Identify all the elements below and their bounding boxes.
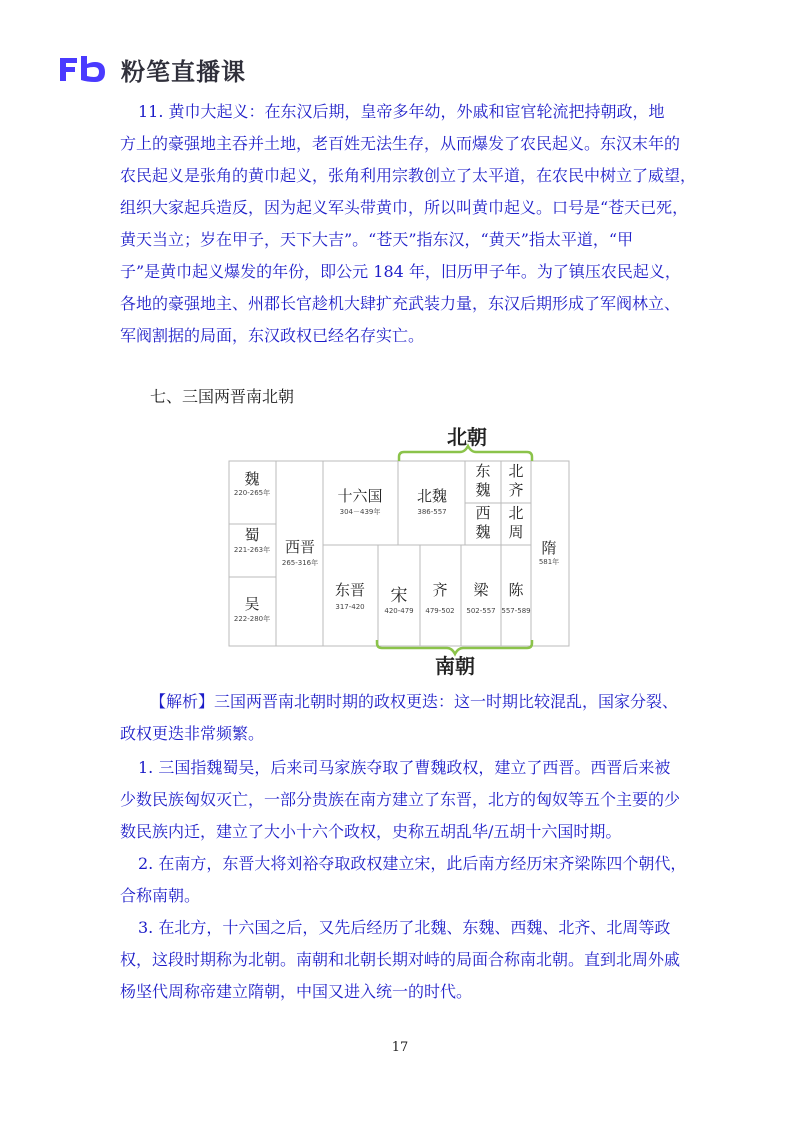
analysis-p3-line: 权，这段时期称为北朝。南朝和北朝长期对峙的局面合称南北朝。直到北周外戚 <box>120 950 681 969</box>
analysis-p3-line: 杨坚代周称帝建立隋朝，中国又进入统一的时代。 <box>120 982 473 1001</box>
analysis-text: 三国两晋南北朝时期的政权更迭：这一时期比较混乱，国家分裂、 <box>214 692 679 711</box>
cell-shu-name: 蜀 <box>244 526 260 544</box>
text-line: 黄天当立；岁在甲子，天下大吉”。“苍天”指东汉，“黄天”指太平道，“甲 <box>120 230 634 249</box>
cell-wei-years: 220-265年 <box>233 489 271 497</box>
cell-wu-name: 吴 <box>244 595 260 613</box>
cell-chen-years: 557-589 <box>501 607 531 615</box>
cell-chen-name: 陈 <box>508 581 524 599</box>
cell-north-wei-name: 北魏 <box>416 487 448 505</box>
cell-north-zhou-line1: 北 <box>508 504 524 522</box>
cell-wei-name: 魏 <box>244 470 260 488</box>
cell-shu-years: 221-263年 <box>233 546 271 554</box>
section-heading: 七、三国两晋南北朝 <box>150 387 295 406</box>
bottom-brace <box>377 640 532 654</box>
text-line: 各地的豪强地主、州郡长官趁机大肆扩充武装力量，东汉后期形成了军阀林立、 <box>120 294 681 313</box>
cell-west-wei-line2: 魏 <box>475 523 491 541</box>
analysis-p2-line: 合称南朝。 <box>120 886 201 905</box>
cell-liang-name: 梁 <box>473 581 489 599</box>
text-line: 方上的豪强地主吞并土地，老百姓无法生存，从而爆发了农民起义。东汉末年的 <box>120 134 681 153</box>
cell-qi-name: 齐 <box>432 581 448 599</box>
text-line: 11. 黄巾大起义：在东汉后期，皇帝多年幼，外戚和宦官轮流把持朝政，地 <box>138 102 665 121</box>
chart-grid <box>229 461 569 646</box>
cell-north-wei-years: 386-557 <box>417 508 447 516</box>
analysis-line <box>150 686 702 718</box>
chart-border <box>229 461 569 646</box>
cell-wu-years: 222-280年 <box>233 615 271 623</box>
cell-west-jin-years: 265-316年 <box>281 559 319 567</box>
brand-name: 粉笔直播课 <box>121 57 246 86</box>
cell-liang-years: 502-557 <box>466 607 496 615</box>
cell-sixteen-kingdoms-years: 304－439年 <box>339 508 381 516</box>
cell-north-zhou-line2: 周 <box>508 523 524 541</box>
text-line: 军阀割据的局面，东汉政权已经名存实亡。 <box>120 326 425 345</box>
top-brace <box>399 446 532 461</box>
brand-logo <box>57 52 246 86</box>
analysis-line: 政权更迭非常频繁。 <box>120 724 265 743</box>
cell-east-jin-years: 317-420 <box>335 603 365 611</box>
cell-east-wei-line1: 东 <box>475 462 491 480</box>
analysis-p1-line: 数民族内迁，建立了大小十六个政权，史称五胡乱华/五胡十六国时期。 <box>120 822 622 841</box>
cell-sui-name: 隋 <box>541 539 557 557</box>
cell-sui-years: 581年 <box>538 558 560 566</box>
fb-logo-icon <box>57 54 109 84</box>
analysis-p1-line: 少数民族匈奴灭亡，一部分贵族在南方建立了东晋，北方的匈奴等五个主要的少 <box>120 790 681 809</box>
text-line: 农民起义是张角的黄巾起义，张角利用宗教创立了太平道，在农民中树立了威望， <box>120 166 697 185</box>
text-line: 组织大家起兵造反，因为起义军头带黄巾，所以叫黄巾起义。口号是“苍天已死， <box>120 198 689 217</box>
page-number: 17 <box>391 1040 409 1055</box>
cell-song-name: 宋 <box>390 586 408 606</box>
text-line: 子”是黄巾起义爆发的年份，即公元 184 年，旧历甲子年。为了镇压农民起义， <box>120 262 681 281</box>
cell-song-years: 420-479 <box>384 607 414 615</box>
analysis-label: 【解析】 <box>150 692 215 711</box>
cell-west-wei-line1: 西 <box>475 504 491 522</box>
cell-north-qi-line2: 齐 <box>508 481 524 499</box>
bottom-brace-label: 南朝 <box>435 654 475 678</box>
cell-qi-years: 479-502 <box>425 607 455 615</box>
cell-east-jin-name: 东晋 <box>334 581 366 599</box>
cell-west-jin-name: 西晋 <box>284 538 316 556</box>
cell-sixteen-kingdoms-name: 十六国 <box>337 487 383 505</box>
analysis-p3-line: 3. 在北方，十六国之后，又先后经历了北魏、东魏、西魏、北齐、北周等政 <box>138 918 671 937</box>
cell-north-qi-line1: 北 <box>508 462 524 480</box>
top-brace-label: 北朝 <box>447 425 487 449</box>
cell-east-wei-line2: 魏 <box>475 481 491 499</box>
analysis-p1-line: 1. 三国指魏蜀吴，后来司马家族夺取了曹魏政权，建立了西晋。西晋后来被 <box>138 758 671 777</box>
analysis-p2-line: 2. 在南方，东晋大将刘裕夺取政权建立宋，此后南方经历宋齐梁陈四个朝代， <box>138 854 687 873</box>
